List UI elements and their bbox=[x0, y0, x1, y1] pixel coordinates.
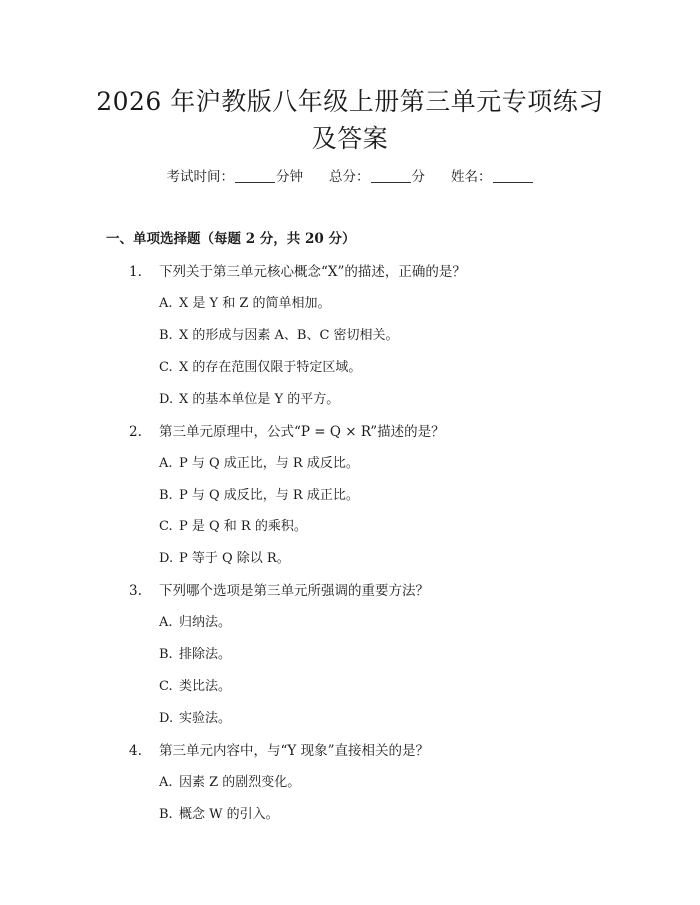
score-label: 总分： bbox=[329, 169, 370, 185]
option-text: 概念 W 的引入。 bbox=[179, 807, 279, 822]
option-text: X 的形成与因素 A、B、C 密切相关。 bbox=[179, 328, 399, 343]
option-text: 类比法。 bbox=[179, 679, 232, 694]
option-text: X 的存在范围仅限于特定区域。 bbox=[179, 360, 362, 375]
question-2-option-a[interactable] bbox=[159, 454, 359, 474]
question-text: 第三单元原理中，公式“P = Q × R”描述的是？ bbox=[159, 424, 445, 440]
option-letter: B. bbox=[159, 488, 173, 503]
question-number: 4. bbox=[129, 743, 142, 759]
exam-info-row bbox=[0, 167, 700, 187]
question-2-option-b[interactable] bbox=[159, 486, 359, 506]
question-4 bbox=[129, 741, 429, 761]
question-4-option-a[interactable] bbox=[159, 773, 300, 793]
score-blank[interactable] bbox=[371, 168, 411, 183]
time-unit: 分钟 bbox=[276, 169, 303, 185]
question-3-option-c[interactable] bbox=[159, 677, 231, 697]
name-label: 姓名： bbox=[451, 169, 492, 185]
question-2-option-c[interactable] bbox=[159, 517, 307, 537]
option-letter: D. bbox=[159, 551, 174, 566]
time-blank[interactable] bbox=[235, 168, 275, 183]
question-3-option-b[interactable] bbox=[159, 645, 231, 665]
question-2-option-d[interactable] bbox=[159, 549, 290, 569]
question-text: 下列关于第三单元核心概念“X”的描述，正确的是？ bbox=[159, 264, 466, 280]
question-1-option-c[interactable] bbox=[159, 358, 361, 378]
question-3 bbox=[129, 581, 429, 601]
option-letter: B. bbox=[159, 328, 173, 343]
question-number: 2. bbox=[129, 424, 142, 440]
option-letter: D. bbox=[159, 392, 174, 407]
question-1-option-d[interactable] bbox=[159, 390, 339, 410]
question-text: 第三单元内容中，与“Y 现象”直接相关的是？ bbox=[159, 743, 430, 759]
option-letter: A. bbox=[159, 775, 173, 790]
question-1-option-a[interactable] bbox=[159, 294, 331, 314]
option-letter: C. bbox=[159, 679, 173, 694]
name-blank[interactable] bbox=[493, 168, 533, 183]
option-letter: C. bbox=[159, 519, 173, 534]
question-4-option-b[interactable] bbox=[159, 805, 279, 825]
option-text: 归纳法。 bbox=[179, 615, 232, 630]
question-text: 下列哪个选项是第三单元所强调的重要方法？ bbox=[159, 583, 429, 599]
option-text: X 的基本单位是 Y 的平方。 bbox=[179, 392, 340, 407]
time-label: 考试时间： bbox=[166, 169, 234, 185]
question-3-option-d[interactable] bbox=[159, 709, 231, 729]
score-unit: 分 bbox=[411, 169, 425, 185]
option-letter: A. bbox=[159, 456, 173, 471]
exam-title-line-1: 2026 年沪教版八年级上册第三单元专项练习 bbox=[96, 87, 604, 116]
option-text: P 等于 Q 除以 R。 bbox=[179, 551, 290, 566]
option-letter: A. bbox=[159, 615, 173, 630]
option-text: P 是 Q 和 R 的乘积。 bbox=[179, 519, 307, 534]
question-number: 1. bbox=[129, 264, 142, 280]
option-text: 实验法。 bbox=[179, 711, 232, 726]
question-3-option-a[interactable] bbox=[159, 613, 231, 633]
option-text: P 与 Q 成反比，与 R 成正比。 bbox=[179, 488, 359, 503]
option-letter: B. bbox=[159, 647, 173, 662]
question-1 bbox=[129, 262, 466, 282]
option-letter: B. bbox=[159, 807, 173, 822]
option-text: P 与 Q 成正比，与 R 成反比。 bbox=[179, 456, 359, 471]
option-text: 排除法。 bbox=[179, 647, 232, 662]
option-letter: D. bbox=[159, 711, 174, 726]
option-letter: C. bbox=[159, 360, 173, 375]
option-text: 因素 Z 的剧烈变化。 bbox=[179, 775, 301, 790]
option-text: X 是 Y 和 Z 的简单相加。 bbox=[179, 296, 331, 311]
question-number: 3. bbox=[129, 583, 142, 599]
section-heading: 一、单项选择题（每题 2 分，共 20 分） bbox=[106, 231, 356, 247]
option-letter: A. bbox=[159, 296, 173, 311]
question-1-option-b[interactable] bbox=[159, 326, 399, 346]
exam-title-line-2: 及答案 bbox=[311, 124, 389, 153]
question-2 bbox=[129, 422, 445, 442]
